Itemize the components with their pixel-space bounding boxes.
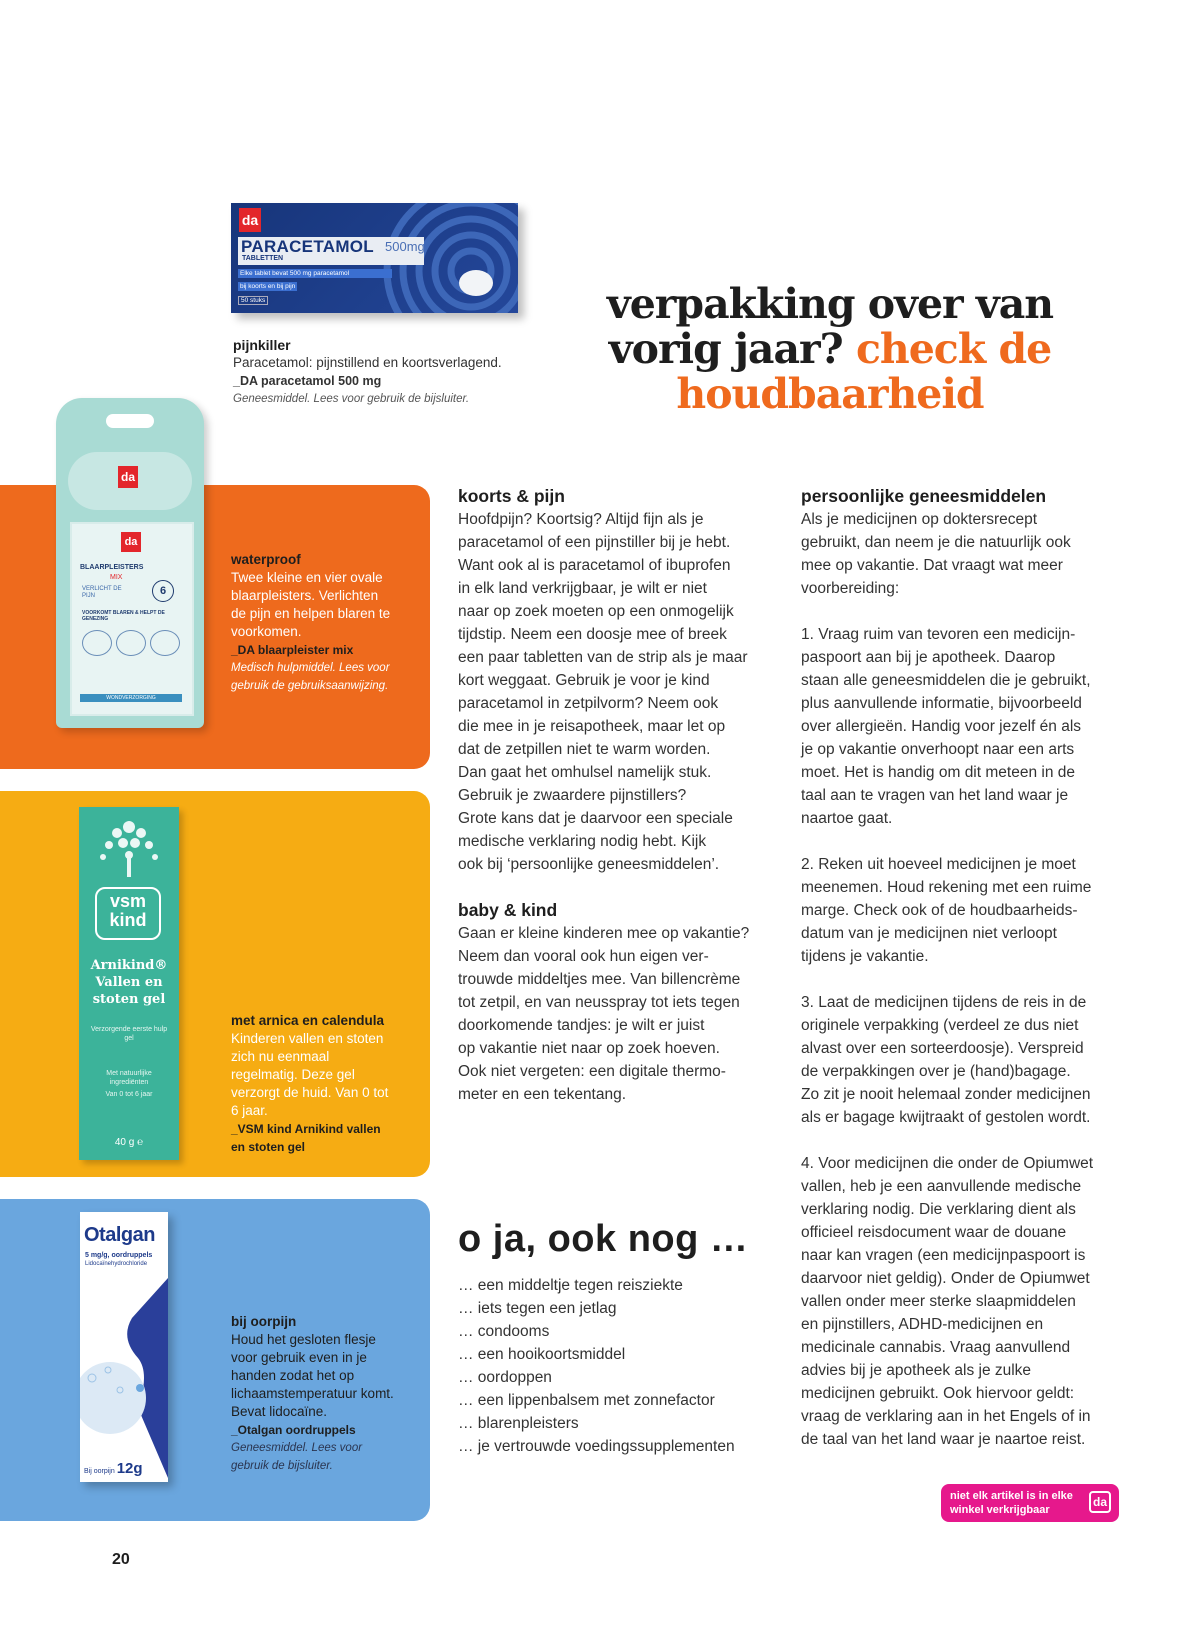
arnikind-tube-info: Met natuurlijke ingrediënten	[106, 1070, 152, 1086]
otalgan-box-weight: 12g	[116, 1460, 143, 1477]
ear-graphic	[80, 1278, 168, 1478]
tree-icon	[79, 813, 179, 883]
arnikind-title: met arnica en calendula	[231, 1013, 385, 1028]
arnikind-tube-weight: 40 g ℮	[114, 1137, 144, 1148]
arnikind-product: _VSM kind Arnikind vallen en stoten gel	[231, 1122, 381, 1154]
headline-line2-accent: check de	[855, 325, 1052, 373]
otalgan-box-footer	[84, 1460, 143, 1477]
persoonlijk-heading: persoonlijke geneesmiddelen	[801, 486, 1047, 506]
paracetamol-box-name: PARACETAMOL	[241, 237, 374, 256]
arnikind-tube-sub: Verzorgende eerste hulp gel	[90, 1026, 168, 1042]
persoonlijk-section	[801, 484, 1131, 1451]
otalgan-box-sub1: 5 mg/g, oordruppels	[85, 1252, 153, 1259]
paracetamol-box-line1: Elke tablet bevat 500 mg paracetamol	[238, 269, 392, 278]
otalgan-title: bij oorpijn	[231, 1314, 297, 1329]
paracetamol-box-line2: bij koorts en bij pijn	[240, 283, 296, 290]
headline	[590, 282, 1070, 417]
otalgan-box-sub2: Lidocaïnehydrochloride	[85, 1261, 148, 1267]
paracetamol-caption	[233, 336, 563, 408]
oja-list	[458, 1274, 735, 1458]
kind-logo-text: kind	[109, 910, 147, 930]
availability-badge	[941, 1484, 1119, 1522]
headline-line3: houdbaarheid	[676, 370, 984, 418]
da-logo: da	[1089, 1491, 1111, 1513]
blister-product: _DA blaarpleister mix	[231, 643, 354, 657]
paracetamol-label-strip	[238, 237, 424, 265]
da-logo: da	[239, 208, 261, 232]
list-item: … je vertrouwde voedingssupplementen	[458, 1438, 735, 1455]
otalgan-box	[80, 1212, 168, 1482]
vsm-logo-text: vsm	[109, 891, 147, 911]
headline-line2	[590, 327, 1070, 372]
blister-desc: Twee kleine en vier ovale blaarpleisters. Verlichten de pijn en helpen blaren te voorkomen.	[231, 570, 391, 639]
paracetamol-desc: Paracetamol: pijnstillend en koortsverlagend.	[233, 355, 502, 370]
list-item: … iets tegen een jetlag	[458, 1300, 617, 1317]
persoonlijk-step-3: 3. Laat de medicijnen tijdens de reis in de originele verpakking (verdeel ze dus niet alvast over een sorteerdoosje). Verspreid de verpakkingen over je (hand)bagage. Zo zit je nooit helemaal zonder medicijnen als er bagage kwijtraakt of gestolen wordt.	[801, 994, 1091, 1126]
arnikind-desc: Kinderen vallen en stoten zich nu eenmaal regelmatig. Deze gel verzorgt de huid. Van 0 tot 6 jaar.	[231, 1031, 389, 1118]
paracetamol-box-count: 50 stuks	[238, 296, 268, 305]
foot-icons	[82, 630, 180, 656]
paracetamol-box-dose: 500mg	[385, 239, 425, 254]
koorts-section	[458, 484, 778, 876]
koorts-heading: koorts & pijn	[458, 486, 565, 506]
availability-badge-text: niet elk artikel is in elke winkel verkrijgbaar	[950, 1490, 1073, 1516]
headline-line1: verpakking over van	[606, 280, 1054, 328]
paracetamol-note: Geneesmiddel. Lees voor gebruik de bijsluiter.	[233, 393, 470, 405]
foot-icon	[82, 630, 112, 656]
blister-pack-sub: MIX	[110, 574, 123, 581]
headline-line2-dark: vorig jaar?	[608, 325, 843, 373]
list-item: … een hooikoortsmiddel	[458, 1346, 626, 1363]
otalgan-box-name: Otalgan	[84, 1224, 155, 1246]
blister-pack-footer: WONDVERZORGING	[80, 694, 182, 702]
arnikind-tube-age: Van 0 tot 6 jaar	[105, 1091, 153, 1098]
foot-icon	[150, 630, 180, 656]
hanger-hole	[106, 414, 154, 428]
otalgan-caption	[231, 1313, 401, 1475]
page-number: 20	[112, 1551, 130, 1568]
list-item: … een middeltje tegen reisziekte	[458, 1277, 683, 1294]
oja-title: o ja, ook nog …	[458, 1218, 749, 1260]
otalgan-note: Geneesmiddel. Lees voor gebruik de bijsluiter.	[231, 1442, 363, 1472]
blister-pack-count: 6	[152, 580, 174, 602]
list-item: … blarenpleisters	[458, 1415, 579, 1432]
persoonlijk-intro: Als je medicijnen op doktersrecept gebruikt, dan neem je die natuurlijk ook mee op vakantie. Dat vraagt wat meer voorbereiding:	[801, 511, 1071, 597]
vsm-kind-logo	[95, 887, 161, 940]
list-item: … oordoppen	[458, 1369, 552, 1386]
blister-caption	[231, 551, 391, 695]
blister-pack	[56, 398, 204, 728]
foot-icon	[116, 630, 146, 656]
paracetamol-product: _DA paracetamol 500 mg	[233, 374, 382, 388]
arnikind-caption	[231, 1012, 396, 1156]
list-item: … condooms	[458, 1323, 550, 1340]
blister-pack-line: VOORKOMT BLAREN & HELPT DE GENEZING	[82, 610, 165, 622]
blister-note: Medisch hulpmiddel. Lees voor gebruik de gebruiksaanwijzing.	[231, 662, 390, 692]
da-logo: da	[121, 532, 141, 552]
blister-pack-claim: VERLICHT DE PIJN	[82, 586, 122, 599]
otalgan-box-footer-text: Bij oorpijn	[84, 1468, 115, 1475]
list-item: … een lippenbalsem met zonnefactor	[458, 1392, 715, 1409]
persoonlijk-step-4: 4. Voor medicijnen die onder de Opiumwet vallen, heb je een aanvullende medische verklaring nodig. Die verklaring dient als officieel reisdocument waar de douane naar kan vragen (een medicijnpaspoort is daarvoor niet geldig). Onder de Opiumwet vallen onder meer sterke slaapmiddelen en pijnstillers, ADHD-medicijnen en medicinale cannabis. Vraag aanvullend advies bij je apotheek als je zulke medicijnen gebruikt. Ook hiervoor geldt: vraag de verklaring aan in het Engels of in de taal van het land waar je naartoe reist.	[801, 1155, 1094, 1448]
blister-pack-title: BLAARPLEISTERS	[80, 564, 144, 571]
persoonlijk-step-1: 1. Vraag ruim van tevoren een medicijn- paspoort aan bij je apotheek. Daarop staan alle geneesmiddelen die je gebruikt, plus aanvullende informatie, bijvoorbeeld over allergieën. Handig voor jezelf én als je op vakantie onverhoopt naar een arts moet. Het is handig om dit meteen in de taal aan te vragen van het land waar je naartoe gaat.	[801, 626, 1091, 827]
blister-card	[70, 522, 194, 716]
paracetamol-box	[231, 203, 518, 313]
paracetamol-box-sub: TABLETTEN	[242, 255, 284, 262]
persoonlijk-step-2: 2. Reken uit hoeveel medicijnen je moet meenemen. Houd rekening met een ruime marge. Check ook of de houdbaarheids- datum van je medicijnen niet verloopt tijdens je vakantie.	[801, 856, 1092, 965]
otalgan-product: _Otalgan oordruppels	[231, 1423, 356, 1437]
baby-section	[458, 898, 778, 1106]
baby-body: Gaan er kleine kinderen mee op vakantie? Neem dan vooral ook hun eigen ver- trouwde middeltjes mee. Van billencrème tot zetpil, en van neusspray tot iets tegen doorkomende tandjes: je wilt er juist op vakantie niet naar op zoek hoeven. Ook niet vergeten: een digitale thermo- meter en een tekentang.	[458, 925, 750, 1103]
arnikind-tube-name: Arnikind® Vallen en stoten gel	[90, 958, 168, 1007]
da-logo: da	[118, 466, 138, 488]
otalgan-desc: Houd het gesloten flesje voor gebruik even in je handen zodat het op lichaamstemperatuur komt. Bevat lidocaïne.	[231, 1332, 394, 1419]
koorts-body: Hoofdpijn? Koortsig? Altijd fijn als je paracetamol of een pijnstiller bij je hebt. Want ook al is paracetamol of ibuprofen in elk land verkrijgbaar, je wilt er niet naar op zoek moeten op een onmogelijk tijdstip. Neem een doosje mee of breek een paar tabletten van de strip als je maar kort weggaat. Gebruik je voor je kind paracetamol in zetpilvorm? Neem ook die mee in je reisapotheek, maar let op dat de zetpillen niet te warm worden. Dan gaat het omhulsel namelijk stuk. Gebruik je zwaardere pijnstillers? Grote kans dat je daarvoor een speciale medische verklaring nodig hebt. Kijk ook bij ‘persoonlijke geneesmiddelen’.	[458, 511, 748, 873]
baby-heading: baby & kind	[458, 900, 558, 920]
paracetamol-title: pijnkiller	[233, 337, 291, 353]
arnikind-tube	[79, 807, 179, 1160]
blister-title: waterproof	[231, 552, 301, 567]
